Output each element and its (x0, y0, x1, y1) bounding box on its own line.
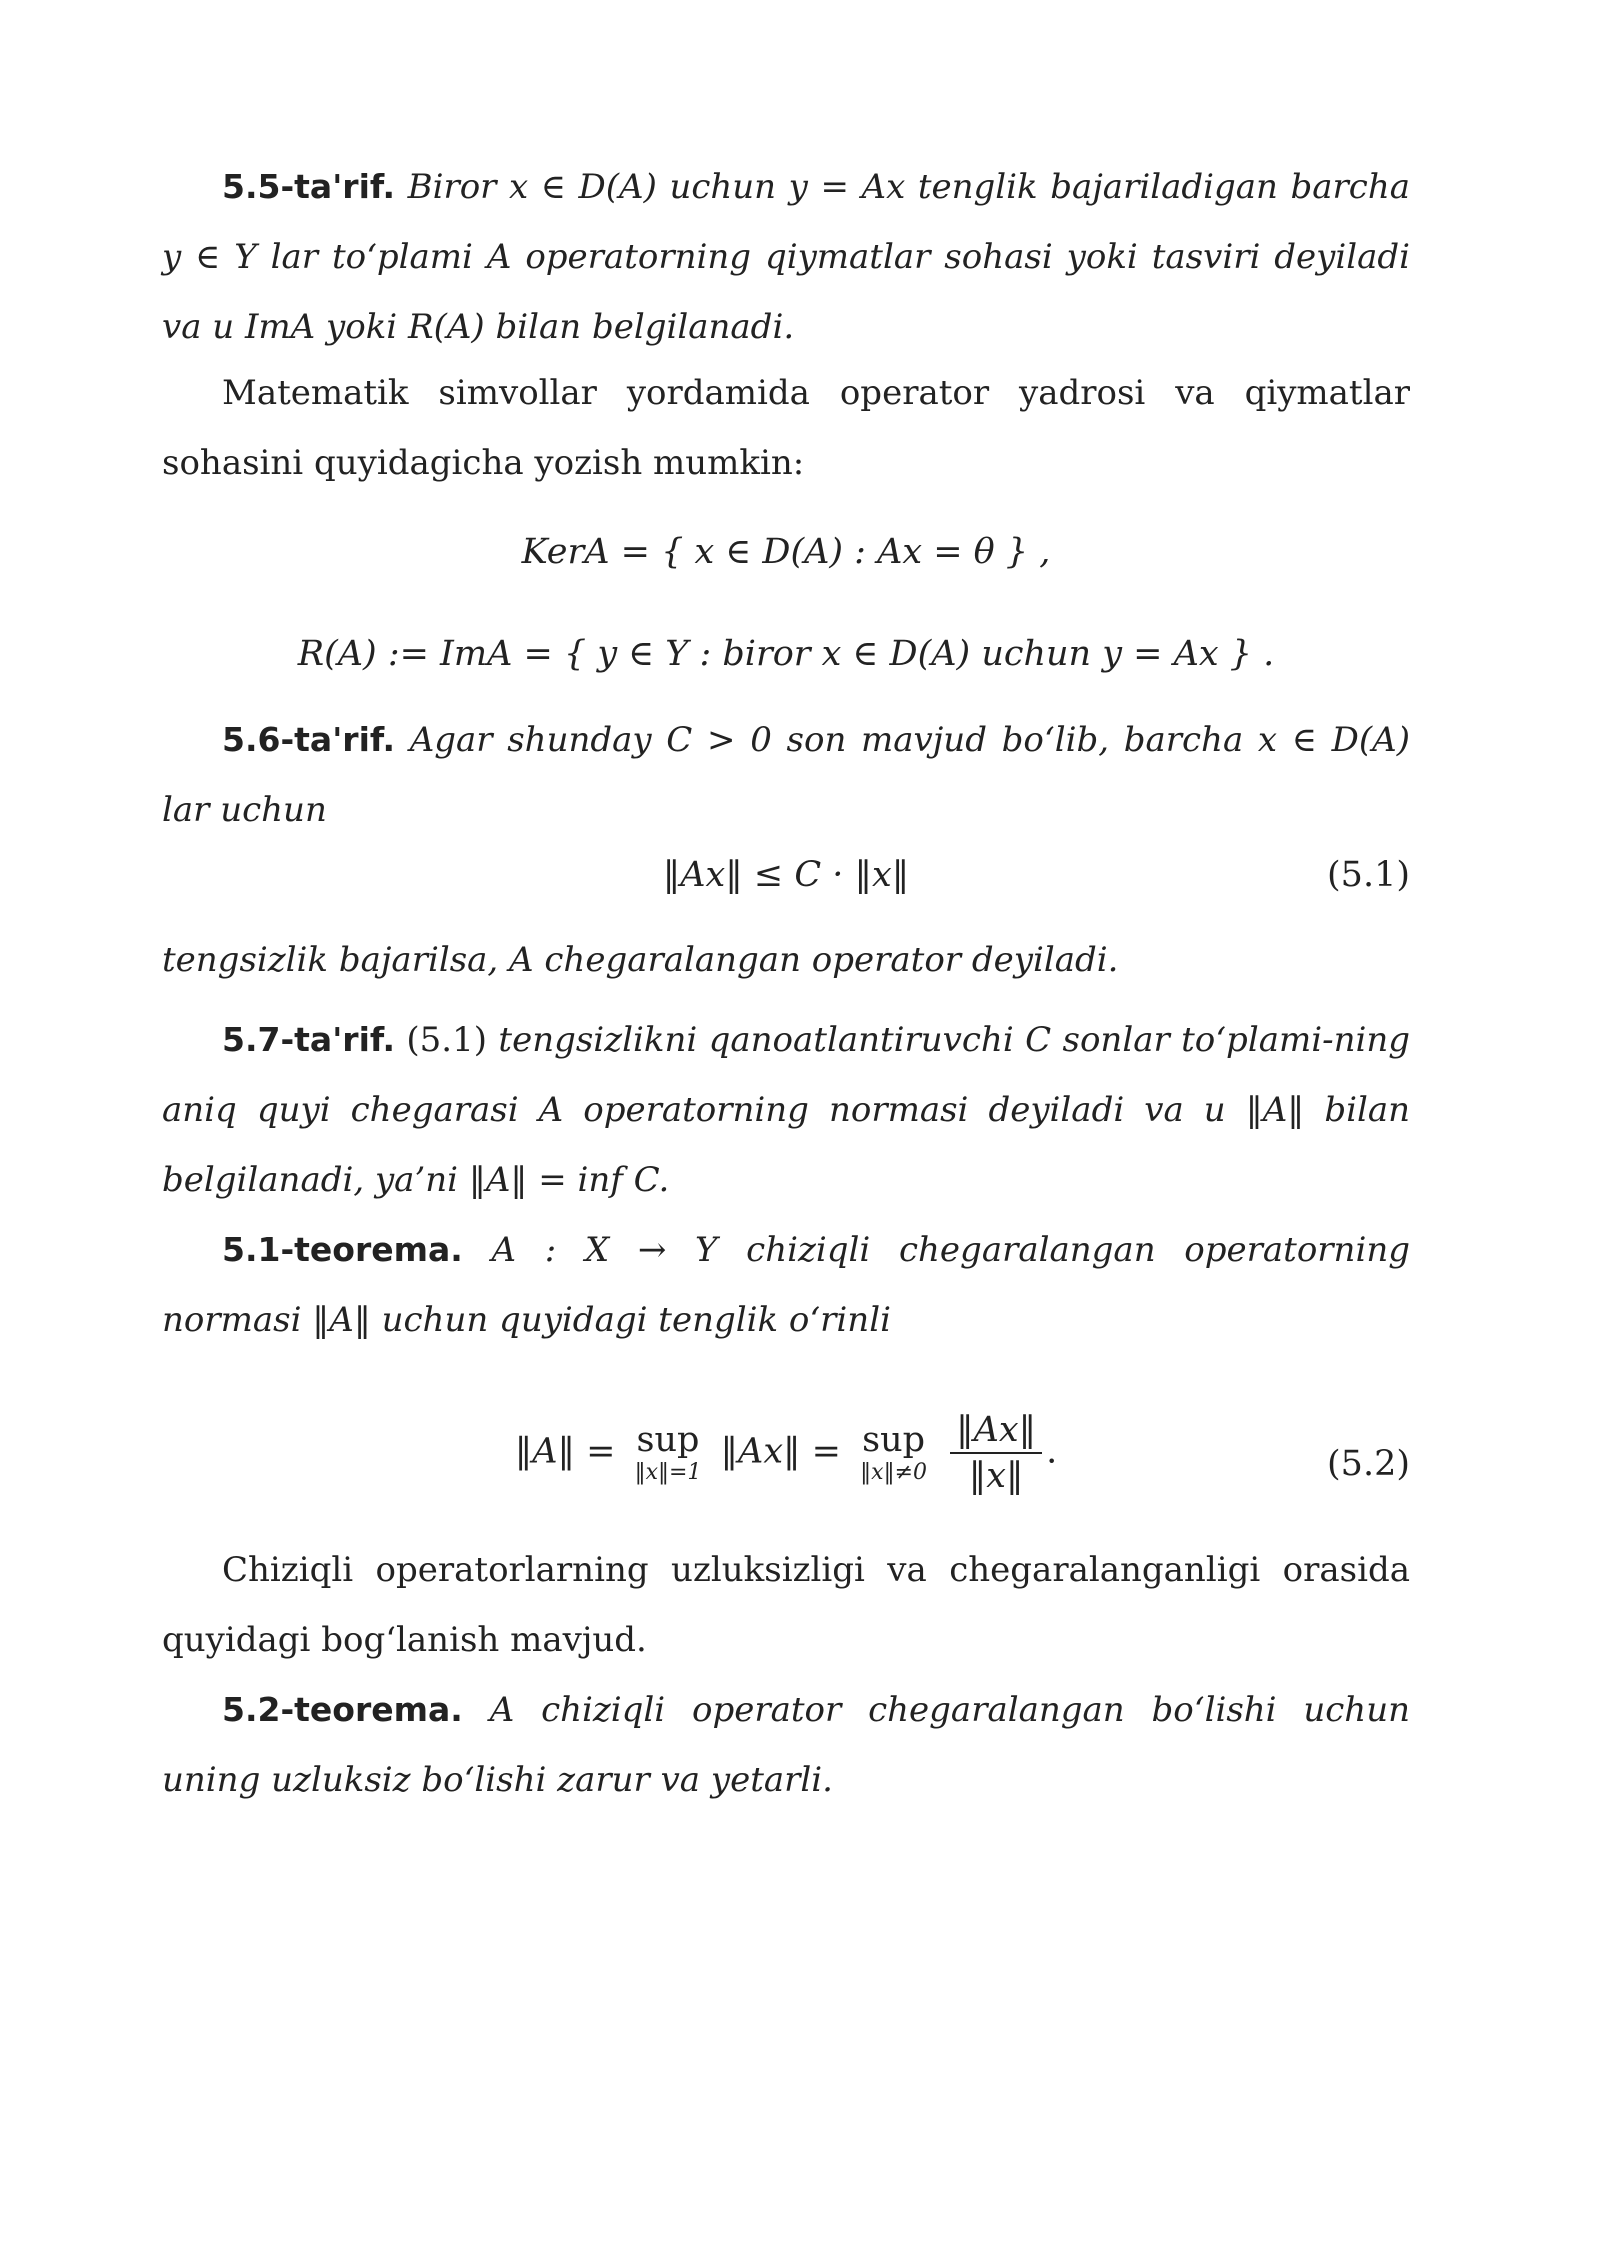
equation-5-2 (162, 1410, 1410, 1496)
definition-label: 5.7-ta'rif. (222, 1020, 395, 1059)
sup-operator-2 (860, 1420, 927, 1486)
sup-subscript: ‖x‖≠0 (860, 1460, 927, 1485)
theorem-label: 5.1-teorema. (222, 1230, 463, 1269)
paragraph-math-symbols: Matematik simvollar yordamida operator yadrosi va qiymatlar sohasini quyidagicha yozish mumkin: (162, 373, 1410, 483)
definition-5-6-continuation (162, 925, 1410, 995)
definition-text: tengsizlik bajarilsa, A chegaralangan operator deyiladi. (162, 940, 1119, 980)
theorem-text: A : X → Y chiziqli chegaralangan operatorning normasi ‖A‖ uchun quyidagi tenglik o‘rinli (162, 1230, 1410, 1340)
equation-number: (5.1) (1327, 855, 1410, 895)
definition-text: tengsizlikni qanoatlantiruvchi C sonlar to‘plami-ning aniq quyi chegarasi A operatorning normasi deyiladi va u ‖A‖ bilan belgilanadi, ya’ni (162, 1020, 1411, 1200)
equation-middle: ‖Ax‖ = (720, 1431, 842, 1472)
theorem-5-2 (162, 1675, 1410, 1815)
equation-lhs: ‖A‖ = (514, 1431, 616, 1472)
equation-5-1 (162, 855, 1410, 895)
equation-number: (5.2) (1327, 1444, 1410, 1484)
equation-kernel (162, 532, 1410, 572)
theorem-label: 5.2-teorema. (222, 1690, 463, 1729)
sup-symbol: sup (636, 1420, 700, 1460)
definition-label: 5.6-ta'rif. (222, 720, 395, 759)
equation-image-text: R(A) := ImA = { y ∈ Y : biror x ∈ D(A) uchun y = Ax } . (297, 634, 1275, 674)
sup-symbol: sup (862, 1420, 926, 1460)
theorem-5-1 (162, 1215, 1410, 1355)
equation-reference: (5.1) (406, 1020, 487, 1060)
fraction-denominator: ‖x‖ (968, 1456, 1024, 1496)
norm-formula: ‖A‖ = inf C. (468, 1160, 670, 1200)
sup-operator-1 (635, 1420, 702, 1486)
paragraph-relation: Chiziqli operatorlarning uzluksizligi va chegaralanganligi orasida quyidagi bog‘lanish mavjud. (162, 1550, 1410, 1660)
definition-text: Biror x ∈ D(A) uchun y = Ax tenglik bajariladigan barcha y ∈ Y lar to‘plami A operatorning qiymatlar sohasi yoki tasviri deyiladi va u ImA yoki R(A) bilan belgilanadi. (162, 167, 1411, 347)
equation-kernel-text: KerA = { x ∈ D(A) : Ax = θ } , (521, 532, 1051, 572)
definition-5-5 (162, 152, 1410, 362)
theorem-text: A chiziqli operator chegaralangan bo‘lishi uchun uning uzluksiz bo‘lishi zarur va yetarli. (162, 1690, 1410, 1800)
definition-5-6 (162, 705, 1410, 845)
equation-period: . (1046, 1431, 1058, 1472)
equation-5-1-formula: ‖Ax‖ ≤ C · ‖x‖ (662, 855, 910, 895)
equation-image (162, 634, 1410, 674)
definition-text: Agar shunday C > 0 son mavjud bo‘lib, barcha x ∈ D(A) lar uchun (162, 720, 1410, 830)
fraction (950, 1410, 1042, 1496)
sup-subscript: ‖x‖=1 (634, 1460, 702, 1485)
definition-5-7 (162, 1005, 1410, 1215)
definition-label: 5.5-ta'rif. (222, 167, 395, 206)
fraction-numerator: ‖Ax‖ (950, 1410, 1042, 1454)
